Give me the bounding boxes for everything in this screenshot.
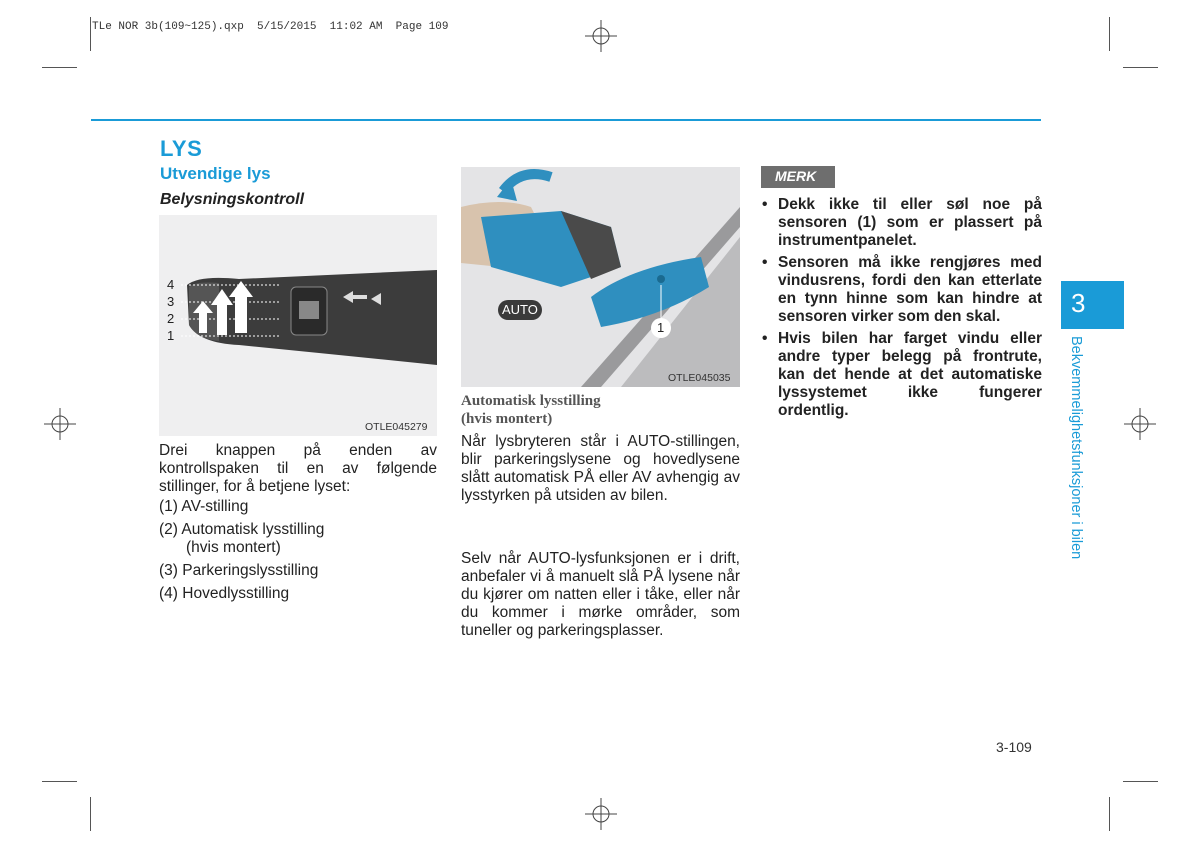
figure-light-stalk — [159, 215, 437, 436]
subsection-title: Utvendige lys — [160, 164, 271, 183]
callout-badge: 1 — [651, 318, 671, 338]
chapter-tab: 3 — [1061, 281, 1124, 329]
list-item: • Hvis bilen har farget vindu eller andre typer belegg på frontrute, kan det hende at det automatiske lyssystemet ikke fungerer ordentlig. — [761, 330, 1042, 420]
chapter-title: Bekvemmelighetsfunksjoner i bilen — [1068, 336, 1084, 560]
auto-light-illustration — [461, 167, 740, 387]
header-rule — [91, 119, 1041, 121]
figure-code: OTLE045035 — [668, 372, 731, 384]
list-item: • Sensoren må ikke rengjøres med vindusrens, fordi den kan etterlate en tynn hinne som kan hindre at sensoren virker som den skal. — [761, 254, 1042, 326]
list-item: (2) Automatisk lysstilling (hvis montert) — [159, 521, 325, 556]
position-label-3: 3 — [167, 294, 175, 309]
list-item: (3) Parkeringslysstilling — [159, 562, 319, 579]
note-list — [761, 196, 1042, 424]
list-item: • Dekk ikke til eller søl noe på sensoren (1) som er plassert på instrumentpanelet. — [761, 196, 1042, 250]
print-slug: TLe NOR 3b(109~125).qxp 5/15/2015 11:02 AM Page 109 — [92, 21, 449, 33]
figure-code: OTLE045279 — [365, 421, 428, 433]
position-label-4: 4 — [167, 277, 175, 292]
list-item: (1) AV-stilling — [159, 498, 249, 515]
figure-auto-light — [461, 167, 740, 387]
auto-badge: AUTO — [498, 300, 542, 320]
position-label-1: 1 — [167, 328, 175, 343]
section-title: LYS — [160, 136, 203, 161]
intro-paragraph: Drei knappen på enden av kontrollspaken til en av følgende stillinger, for å betjene lyset: — [159, 442, 437, 495]
registration-mark-right — [1124, 408, 1156, 440]
sub-subsection-title: Belysningskontroll — [160, 191, 305, 208]
registration-mark-top — [585, 20, 617, 52]
position-label-2: 2 — [167, 311, 175, 326]
registration-mark-bottom — [585, 798, 617, 830]
light-stalk-illustration — [159, 215, 437, 436]
list-item: (4) Hovedlysstilling — [159, 585, 290, 602]
auto-paragraph-2: Selv når AUTO-lysfunksjonen er i drift, anbefaler vi å manuelt slå PÅ lysene når du kjører om natten eller i tåke, eller når du kommer i mørke områder, som tuneller og parkeringsplasser. — [461, 550, 740, 639]
registration-mark-left — [44, 408, 76, 440]
page-number: 3-109 — [996, 739, 1032, 755]
position-list — [159, 498, 439, 608]
note-badge: MERK — [761, 166, 835, 188]
auto-heading: Automatisk lysstilling (hvis montert) — [461, 393, 601, 427]
auto-paragraph-1: Når lysbryteren står i AUTO-stillingen, blir parkeringslysene og hovedlysene slått automatisk PÅ eller AV avhengig av lysstyrken på utsiden av bilen. — [461, 433, 740, 504]
